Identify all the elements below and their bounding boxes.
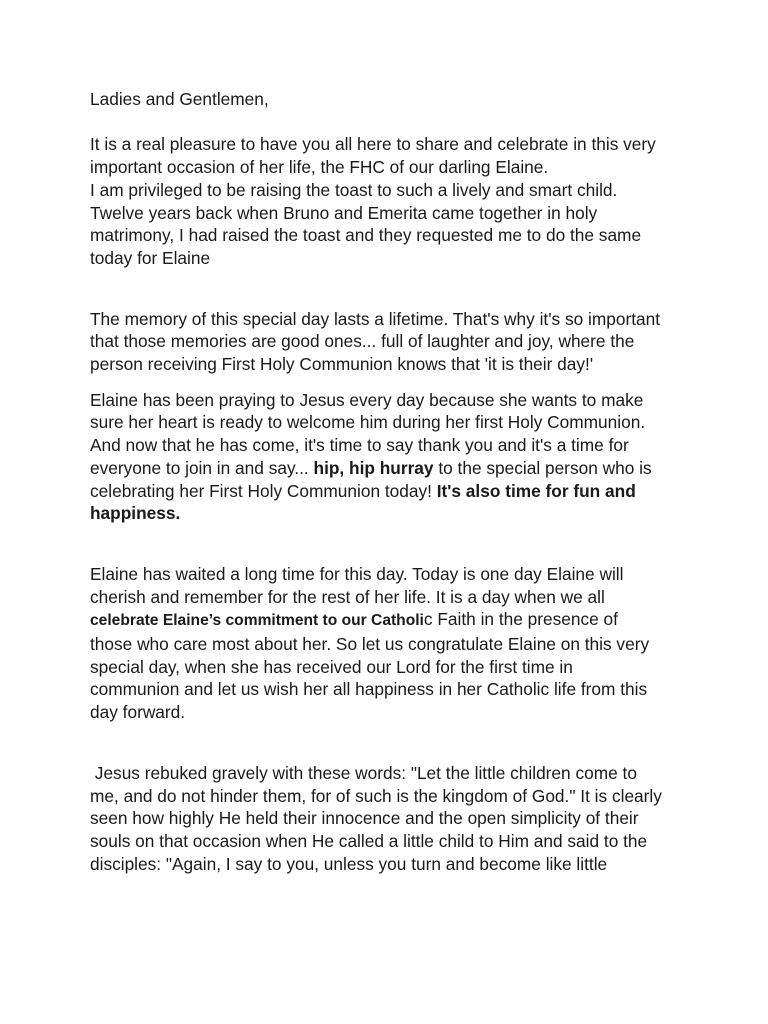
- text-line: special day, when she has received our Lord for the first time in: [90, 656, 573, 677]
- text-line: [90, 457, 750, 480]
- text-line: disciples: "Again, I say to you, unless you turn and become like little: [90, 853, 608, 874]
- text-line: It is a real pleasure to have you all here to share and celebrate in this very: [90, 134, 656, 155]
- salutation: [90, 88, 750, 111]
- paragraph-jesus: [90, 762, 750, 876]
- bold-text: It's also time for fun and: [436, 480, 636, 501]
- text-segment: c Faith in the presence of: [423, 609, 618, 630]
- text-segment: to the special person who is: [433, 457, 652, 478]
- text-line: souls on that occasion when He called a little child to Him and said to the: [90, 830, 648, 851]
- text-line: that those memories are good ones... full of laughter and joy, where the: [90, 331, 635, 352]
- text-line: I am privileged to be raising the toast to such a lively and smart child.: [90, 179, 618, 200]
- text-line: important occasion of her life, the FHC of our darling Elaine.: [90, 157, 549, 178]
- text-line: [90, 608, 750, 633]
- bold-text: hip, hip hurray: [313, 457, 434, 478]
- text-line: The memory of this special day lasts a lifetime. That's why it's so important: [90, 308, 661, 329]
- text-line: seen how highly He held their innocence and the open simplicity of their: [90, 808, 639, 829]
- text-line: communion and let us wish her all happiness in her Catholic life from this: [90, 679, 648, 700]
- bold-text: celebrate Elaine’s commitment to our Catholi: [90, 612, 424, 630]
- bold-text-line: happiness.: [90, 503, 181, 524]
- text-line: matrimony, I had raised the toast and they requested me to do the same: [90, 225, 642, 246]
- document-page: [90, 88, 750, 875]
- paragraph-waited: [90, 563, 750, 724]
- text-line: Elaine has waited a long time for this day. Today is one day Elaine will: [90, 563, 624, 584]
- paragraph-praying: [90, 389, 750, 525]
- text-line: And now that he has come, it's time to say thank you and it's a time for: [90, 435, 629, 456]
- text-line: [90, 480, 750, 503]
- text-line: today for Elaine: [90, 247, 211, 268]
- text-line: Jesus rebuked gravely with these words: "Let the little children come to: [90, 762, 637, 783]
- text-line: Elaine has been praying to Jesus every day because she wants to make: [90, 389, 644, 410]
- salutation-text: Ladies and Gentlemen,: [90, 89, 269, 109]
- text-line: person receiving First Holy Communion knows that 'it is their day!': [90, 354, 594, 375]
- text-line: those who care most about her. So let us congratulate Elaine on this very: [90, 634, 650, 655]
- text-line: sure her heart is ready to welcome him during her first Holy Communion.: [90, 412, 646, 433]
- text-line: day forward.: [90, 702, 186, 723]
- text-segment: everyone to join in and say...: [90, 457, 314, 478]
- text-segment: celebrating her First Holy Communion today!: [90, 480, 437, 501]
- text-line: cherish and remember for the rest of her life. It is a day when we all: [90, 586, 605, 607]
- text-line: Twelve years back when Bruno and Emerita came together in holy: [90, 202, 598, 223]
- paragraph-memory: [90, 308, 750, 376]
- paragraph-welcome: [90, 133, 750, 269]
- text-line: me, and do not hinder them, for of such is the kingdom of God." It is clearly: [90, 785, 662, 806]
